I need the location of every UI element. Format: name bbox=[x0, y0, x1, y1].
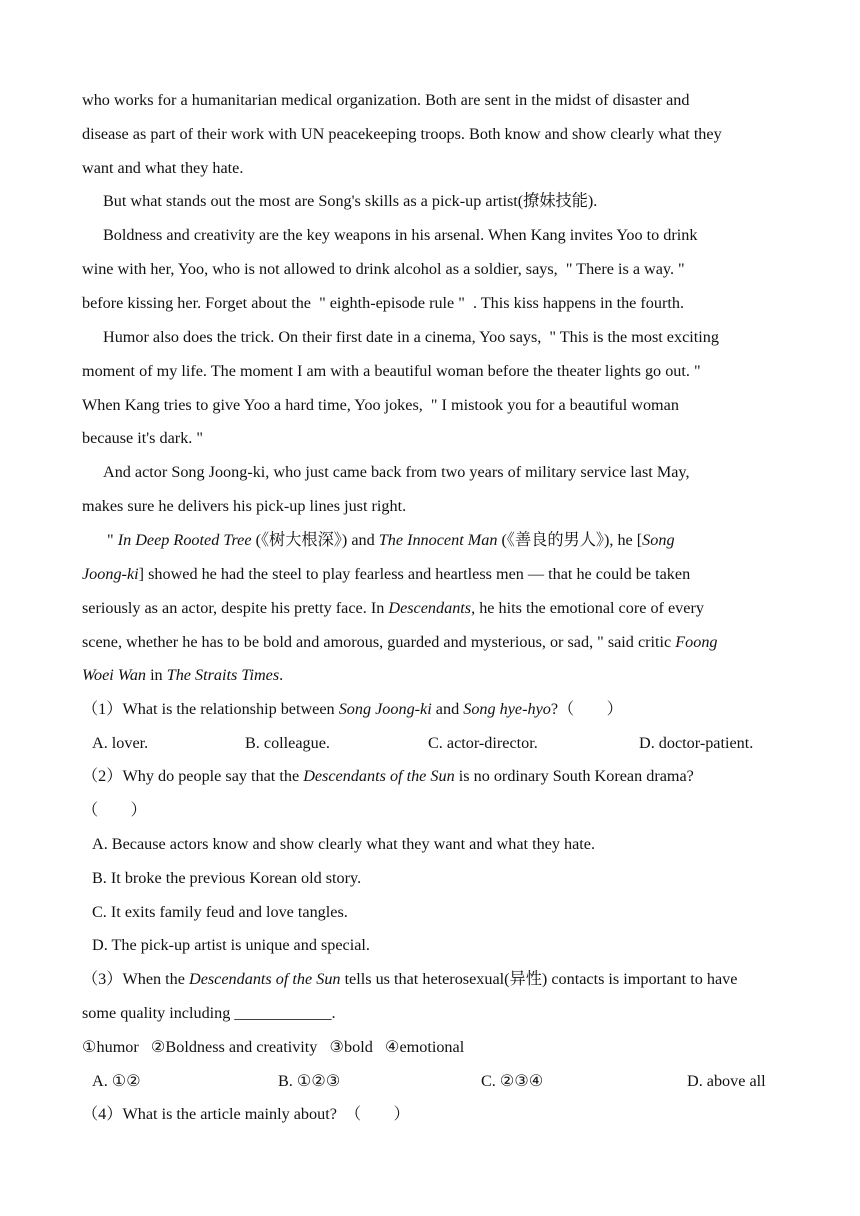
question-text: is no ordinary South Korean drama? bbox=[454, 767, 694, 785]
option-c[interactable]: C. It exits family feud and love tangles. bbox=[92, 903, 348, 921]
title-text: In Deep Rooted Tree bbox=[117, 531, 252, 549]
paragraph-line: disease as part of their work with UN peacekeeping troops. Both know and show clearly what they bbox=[82, 125, 722, 143]
paragraph-line: Boldness and creativity are the key weapons in his arsenal. When Kang invites Yoo to drink bbox=[103, 226, 698, 244]
quote-text: ] showed he had the steel to play fearless and heartless men — that he could be taken bbox=[138, 565, 691, 583]
option-b[interactable]: B. It broke the previous Korean old story. bbox=[92, 869, 362, 887]
paragraph-line: want and what they hate. bbox=[82, 159, 244, 177]
answer-paren: （ ） bbox=[82, 801, 147, 819]
paragraph-line: before kissing her. Forget about the " eighth-episode rule " . This kiss happens in the fourth. bbox=[82, 294, 685, 312]
name-text: Song bbox=[642, 531, 675, 549]
quote-text: , he hits the emotional core of every bbox=[471, 599, 704, 617]
name-text: Song Joong-ki bbox=[338, 700, 432, 718]
paragraph-line bbox=[82, 564, 690, 584]
title-text: Descendants bbox=[388, 599, 472, 617]
question-text: （3）When the bbox=[82, 970, 189, 988]
paragraph-line bbox=[82, 665, 283, 685]
option-a[interactable]: A. ①② bbox=[92, 1072, 141, 1090]
paragraph-line: because it's dark. " bbox=[82, 429, 203, 447]
paragraph-line: moment of my life. The moment I am with a beautiful woman before the theater lights go out. " bbox=[82, 362, 701, 380]
option-d[interactable]: D. doctor-patient. bbox=[639, 734, 754, 752]
question-3 bbox=[82, 969, 737, 989]
question-3-blank-line: some quality including ____________. bbox=[82, 1004, 336, 1022]
paragraph-line: When Kang tries to give Yoo a hard time, Yoo jokes, " I mistook you for a beautiful woman bbox=[82, 396, 679, 414]
paragraph-line: But what stands out the most are Song's skills as a pick-up artist(撩妹技能). bbox=[103, 192, 598, 210]
name-text: Woei Wan bbox=[82, 666, 147, 684]
quote-text: " bbox=[103, 531, 118, 549]
option-c[interactable]: C. actor-director. bbox=[428, 734, 538, 752]
question-text: （2）Why do people say that the bbox=[82, 767, 304, 785]
paragraph-line: who works for a humanitarian medical organization. Both are sent in the midst of disaster and bbox=[82, 91, 690, 109]
option-a[interactable]: A. lover. bbox=[92, 734, 149, 752]
option-a[interactable]: A. Because actors know and show clearly what they want and what they hate. bbox=[92, 835, 595, 853]
quote-text: (《树大根深》) and bbox=[251, 531, 379, 549]
paragraph-line: makes sure he delivers his pick-up lines just right. bbox=[82, 497, 407, 515]
quote-text: (《善良的男人》), he [ bbox=[497, 531, 643, 549]
option-b[interactable]: B. ①②③ bbox=[278, 1072, 341, 1090]
question-2 bbox=[82, 766, 694, 786]
option-d[interactable]: D. above all bbox=[687, 1072, 766, 1090]
question-text: （1）What is the relationship between bbox=[82, 700, 339, 718]
question-text: and bbox=[431, 700, 464, 718]
option-d[interactable]: D. The pick-up artist is unique and special. bbox=[92, 936, 370, 954]
quote-text: scene, whether he has to be bold and amorous, guarded and mysterious, or sad, " said critic bbox=[82, 633, 676, 651]
quote-text: seriously as an actor, despite his pretty face. In bbox=[82, 599, 389, 617]
name-text: Foong bbox=[675, 633, 718, 651]
question-3-options bbox=[0, 1071, 860, 1191]
quote-text: in bbox=[146, 666, 167, 684]
title-text: Descendants of the Sun bbox=[189, 970, 341, 988]
paragraph-line: wine with her, Yoo, who is not allowed to drink alcohol as a soldier, says, " There is a way. " bbox=[82, 260, 685, 278]
option-b[interactable]: B. colleague. bbox=[245, 734, 330, 752]
question-1 bbox=[82, 699, 623, 719]
paragraph-line: And actor Song Joong-ki, who just came back from two years of military service last May, bbox=[103, 463, 690, 481]
question-text: tells us that heterosexual(异性) contacts is important to have bbox=[340, 970, 738, 988]
answer-paren: ?（ ） bbox=[550, 700, 623, 718]
question-3-items: ①humor ②Boldness and creativity ③bold ④emotional bbox=[82, 1038, 465, 1056]
title-text: The Innocent Man bbox=[378, 531, 498, 549]
name-text: Song hye-hyo bbox=[463, 700, 551, 718]
paragraph-line bbox=[82, 598, 704, 618]
question-4: （4）What is the article mainly about? （ ） bbox=[82, 1105, 410, 1123]
quote-text: . bbox=[279, 666, 284, 684]
paragraph-line bbox=[82, 632, 718, 652]
option-c[interactable]: C. ②③④ bbox=[481, 1072, 544, 1090]
paragraph-line bbox=[103, 530, 675, 550]
paragraph-line: Humor also does the trick. On their first date in a cinema, Yoo says, " This is the most exciting bbox=[103, 328, 719, 346]
title-text: The Straits Times bbox=[166, 666, 280, 684]
title-text: Descendants of the Sun bbox=[303, 767, 455, 785]
name-text: Joong-ki bbox=[82, 565, 139, 583]
